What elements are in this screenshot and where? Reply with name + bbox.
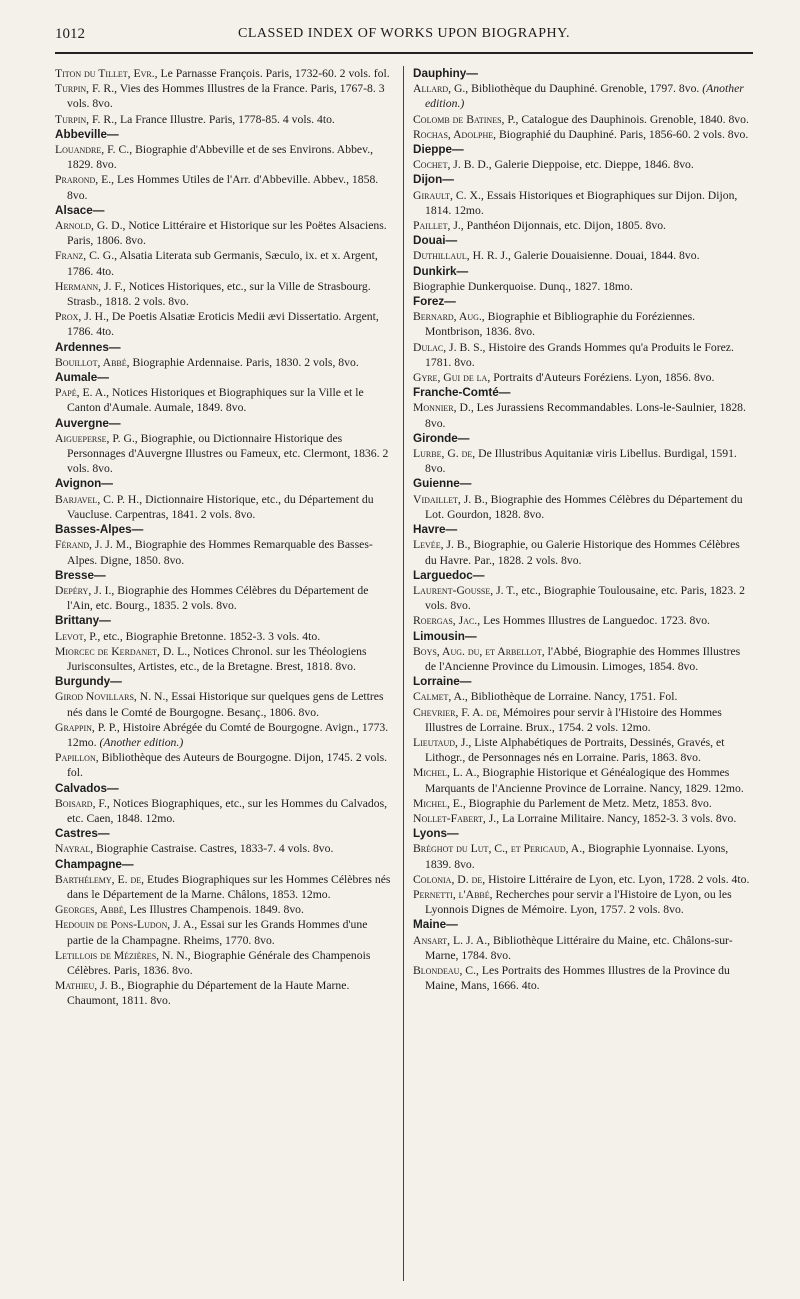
entry-title: Bibliothèque de Lorraine. Nancy, 1751. Fol.	[467, 690, 678, 704]
index-entry	[55, 948, 392, 978]
index-entry	[413, 765, 750, 795]
column-divider	[403, 66, 404, 1281]
entry-title: etc., Biographie Toulousaine, etc. Paris, 1823. 2 vols. 8vo.	[425, 583, 745, 613]
author-name: Duthillaul, H. R. J.,	[413, 249, 511, 263]
author-name: Turpin, F. R.,	[55, 112, 118, 126]
author-name: Miorcec de Kerdanet, D. L.,	[55, 644, 191, 658]
index-entry	[413, 112, 750, 127]
right-column	[413, 66, 750, 1281]
entry-title: Bibliothèque du Dauphiné. Grenoble, 1797. 8vo.	[468, 82, 700, 96]
entry-title: De Poetis Alsatiæ Eroticis Medii ævi Dissertatio. Argent, 1786. 4to.	[67, 310, 379, 339]
entry-title: etc., Biographie Bretonne. 1852-3. 3 vols. 4to.	[100, 629, 321, 643]
region-heading-franche-comt: Franche-Comté—	[413, 386, 511, 400]
index-entry	[413, 492, 750, 522]
author-name: Georges, Abbé,	[55, 903, 127, 917]
entry-title: Les Portraits des Hommes Illustres de la Province du Maine, Mans, 1666. 4to.	[425, 963, 730, 993]
index-entry	[55, 978, 392, 1008]
index-entry	[55, 431, 392, 477]
index-entry	[413, 689, 750, 704]
author-name: Hedouin de Pons-Ludon, J. A.,	[55, 918, 198, 932]
region-heading-limousin: Limousin—	[413, 629, 477, 643]
entry-title: Biographie Historique et Généalogique des Hommes Marquants de l'Ancienne Province de Lorraine. Nancy, 1829. 12mo.	[425, 766, 744, 795]
entry-title: Biographie Ardennaise. Paris, 1830. 2 vols, 8vo.	[129, 355, 359, 369]
entry-title: Histoire Abrégée du Comté de Bourgogne. Avign., 1773. 12mo.	[67, 720, 389, 749]
index-entry	[413, 644, 750, 674]
author-name: Arnold, G. D.,	[55, 219, 126, 233]
entry-title: Biographie Lyonnaise. Lyons, 1839. 8vo.	[425, 842, 729, 871]
region-heading-avignon: Avignon—	[55, 477, 113, 491]
entry-title: Liste Alphabétiques de Portraits, Dessinés, Gravés, et Lithogr., de Personnages nés en Lorraine. Paris, 1863. 8vo.	[425, 735, 725, 765]
author-name: Lieutaud, J.,	[413, 735, 472, 749]
author-name: Girod Novillars, N. N.,	[55, 690, 169, 704]
author-name: Paillet, J.,	[413, 219, 464, 233]
region-heading-bresse: Bresse—	[55, 568, 106, 582]
author-name: Chevrier, F. A. de,	[413, 705, 500, 719]
index-entry	[413, 218, 750, 233]
entry-title: La Lorraine Militaire. Nancy, 1852-3. 3 vols. 8vo.	[499, 811, 737, 825]
author-name: Bernard, Aug.,	[413, 310, 485, 324]
index-entry	[413, 887, 750, 917]
author-name: Bréghot du Lut, C., et Pericaud, A.,	[413, 842, 586, 856]
region-heading-dunkirk: Dunkirk—	[413, 264, 469, 278]
region-heading-maine: Maine—	[413, 918, 458, 932]
region-heading-forez: Forez—	[413, 295, 456, 309]
index-entry	[55, 218, 392, 248]
author-name: Franz, C. G.,	[55, 249, 118, 263]
author-name: Cochet, J. B. D.,	[413, 158, 492, 172]
entry-title: l'Abbé, Biographie des Hommes Illustres de l'Ancienne Province du Limousin. Limoges, 1854. 8vo.	[425, 644, 741, 673]
entry-title: Les Jurassiens Recommandables. Lons-le-Saulnier, 1828. 8vo.	[425, 401, 746, 430]
entry-title: De Illustribus Aquitaniæ viris Libellus. Burdigal, 1591. 8vo.	[425, 447, 737, 476]
region-heading-basses-alpes: Basses-Alpes—	[55, 523, 144, 537]
page-number: 1012	[55, 26, 85, 42]
author-name: Girault, C. X.,	[413, 188, 484, 202]
entry-title: Biographie du Parlement de Metz. Metz, 1853. 8vo.	[465, 796, 712, 810]
index-entry	[55, 872, 392, 902]
entry-title: Bibliothèque Littéraire du Maine, etc. Châlons-sur-Marne, 1784. 8vo.	[425, 933, 733, 962]
author-name: Bouillot, Abbé,	[55, 355, 130, 369]
index-entry	[413, 340, 750, 370]
index-entry	[413, 796, 750, 811]
entry-title: Biographie du Département de la Haute Marne. Chaumont, 1811. 8vo.	[67, 979, 350, 1008]
author-name: Louandre, F. C.,	[55, 143, 133, 157]
region-heading-guienne: Guienne—	[413, 477, 472, 491]
index-entry	[55, 385, 392, 415]
region-heading-burgundy: Burgundy—	[55, 675, 122, 689]
entry-title: Biographie des Hommes Célèbres du Département de l'Ain, etc. Bourg., 1835. 2 vols. 8vo.	[67, 583, 369, 613]
author-name: Lurbe, G. de,	[413, 447, 476, 461]
region-heading-champagne: Champagne—	[55, 857, 134, 871]
region-heading-lorraine: Lorraine—	[413, 675, 472, 689]
index-entry	[55, 796, 392, 826]
entry-title: Notice Littéraire et Historique sur les Poëtes Alsaciens. Paris, 1806. 8vo.	[67, 219, 387, 248]
region-heading-dijon: Dijon—	[413, 173, 454, 187]
index-entry	[413, 446, 750, 476]
entry-title: Notices Historiques et Biographiques sur la Ville et le Canton d'Aumale. Aumale, 1849. 8vo.	[67, 386, 364, 415]
index-columns	[55, 66, 755, 1281]
entry-title: Essai sur les Grands Hommes d'une partie de la Champagne. Rheims, 1770. 8vo.	[67, 918, 368, 947]
index-entry	[413, 81, 750, 111]
region-heading-abbeville: Abbeville—	[55, 127, 119, 141]
author-name: Levée, J. B.,	[413, 538, 471, 552]
index-entry	[413, 157, 750, 172]
entry-title: Biographie Dunkerquoise. Dunq., 1827. 18mo.	[413, 279, 633, 293]
author-name: Boys, Aug. du, et Arbellot,	[413, 644, 545, 658]
entry-title: Les Hommes Utiles de l'Arr. d'Abbeville. Abbev., 1858. 8vo.	[67, 173, 379, 202]
entry-title: Biographie, ou Galerie Historique des Hommes Célèbres du Havre. Par., 1828. 2 vols. 8vo.	[425, 538, 740, 567]
author-name: Allard, G.,	[413, 82, 469, 96]
entry-title: Notices Biographiques, etc., sur les Hommes du Calvados, etc. Caen, 1848. 12mo.	[67, 796, 388, 825]
author-name: Barjavel, C. P. H.,	[55, 492, 143, 506]
entry-title: Histoire des Grands Hommes qu'a Produits le Forez. 1781. 8vo.	[425, 340, 734, 369]
left-column	[55, 66, 392, 1281]
index-entry	[55, 902, 392, 917]
region-heading-havre: Havre—	[413, 523, 458, 537]
author-name: Hermann, J. F.,	[55, 279, 126, 293]
page-header	[55, 26, 753, 56]
index-entry	[413, 537, 750, 567]
author-name: Blondeau, C.,	[413, 963, 479, 977]
index-entry	[413, 583, 750, 613]
entry-title: Notices Historiques, etc., sur la Ville de Strasbourg. Strasb., 1818. 2 vols. 8vo.	[67, 279, 371, 309]
author-name: Laurent-Gousse, J. T.,	[413, 583, 519, 597]
index-entry	[55, 492, 392, 522]
entry-title: Alsatia Literata sub Germanis, Sæculo, ix. et x. Argent, 1786. 4to.	[67, 249, 378, 278]
region-heading-larguedoc: Larguedoc—	[413, 568, 485, 582]
edition-note: (Another edition.)	[425, 82, 744, 111]
author-name: Rochas, Adolphe,	[413, 127, 497, 141]
index-entry	[55, 689, 392, 719]
entry-title: Biographie, ou Dictionnaire Historique des Personnages d'Auvergne Illustres ou Fameux, etc. Clermont, 1836. 2 vols. 8vo.	[67, 431, 389, 476]
region-heading-douai: Douai—	[413, 234, 458, 248]
entry-title: Biographie des Hommes Célèbres du Département du Lot. Gourdon, 1828. 8vo.	[425, 492, 743, 521]
author-name: Dulac, J. B. S.,	[413, 340, 486, 354]
region-heading-dieppe: Dieppe—	[413, 143, 464, 157]
edition-note: (Another edition.)	[99, 735, 184, 749]
index-entry	[55, 537, 392, 567]
entry-title: Portraits d'Auteurs Foréziens. Lyon, 1856. 8vo.	[490, 371, 715, 385]
region-heading-castres: Castres—	[55, 827, 110, 841]
author-name: Colomb de Batines, P.,	[413, 112, 519, 126]
entry-title: Etudes Biographiques sur les Hommes Célèbres nés dans le Département de la Marne. Châlons, 1853. 12mo.	[67, 872, 391, 901]
index-entry	[55, 81, 392, 111]
index-entry	[413, 705, 750, 735]
index-entry	[55, 750, 392, 780]
entry-title: La France Illustre. Paris, 1778-85. 4 vols. 4to.	[117, 112, 335, 126]
entry-title: Biographie et Bibliographie du Foréziennes. Montbrison, 1836. 8vo.	[425, 310, 696, 339]
index-entry	[413, 188, 750, 218]
author-name: Papé, E. A.,	[55, 386, 110, 400]
index-entry	[55, 629, 392, 644]
author-name: Nollet-Fabert, J.,	[413, 811, 500, 825]
running-title: CLASSED INDEX OF WORKS UPON BIOGRAPHY.	[238, 26, 570, 41]
author-name: Ansart, L. J. A.,	[413, 933, 491, 947]
author-name: Michel, E.,	[413, 796, 466, 810]
index-entry	[55, 279, 392, 309]
author-name: Grappin, P. P.,	[55, 720, 120, 734]
author-name: Nayral,	[55, 842, 94, 856]
index-entry	[413, 370, 750, 385]
author-name: Papillon,	[55, 751, 99, 765]
index-entry	[413, 127, 750, 142]
index-entry	[55, 720, 392, 750]
entry-title: Biographie Générale des Champenois Célèbres. Paris, 1836. 8vo.	[67, 948, 371, 977]
index-entry	[55, 583, 392, 613]
index-entry	[413, 735, 750, 765]
entry-title: Biographié du Dauphiné. Paris, 1856-60. 2 vols. 8vo.	[496, 127, 749, 141]
index-entry	[413, 841, 750, 871]
index-entry	[55, 112, 392, 127]
author-name: Letillois de Mézières, N. N.,	[55, 948, 191, 962]
entry-title: Histoire Littéraire de Lyon, etc. Lyon, 1728. 2 vols. 4to.	[485, 872, 750, 886]
entry-title: Dictionnaire Historique, etc., du Département du Vaucluse. Carpentras, 1841. 2 vols. 8vo.	[67, 492, 374, 521]
index-entry	[55, 355, 392, 370]
author-name: Depéry, J. I.,	[55, 583, 115, 597]
index-entry	[413, 963, 750, 993]
author-name: Titon du Tillet, Evr.,	[55, 67, 158, 80]
author-name: Barthélemy, E. de,	[55, 872, 145, 886]
index-entry	[413, 613, 750, 628]
author-name: Monnier, D.,	[413, 401, 474, 415]
author-name: Roergas, Jac.,	[413, 614, 481, 628]
entry-title: Mémoires pour servir à l'Histoire des Hommes Illustres de Lorraine. Brux., 1754. 2 vols. 12mo.	[425, 705, 722, 734]
index-entry	[55, 66, 392, 81]
region-heading-ardennes: Ardennes—	[55, 340, 121, 354]
entry-title: Bibliothèque des Auteurs de Bourgogne. Dijon, 1745. 2 vols. fol.	[67, 751, 388, 780]
entry-title: Les Illustres Champenois. 1849. 8vo.	[126, 903, 304, 917]
entry-title: Recherches pour servir a l'Histoire de Lyon, ou les Lyonnois Dignes de Mémoire. Lyon, 1757. 2 vols. 8vo.	[425, 887, 732, 917]
entry-title: Essai Historique sur quelques gens de Lettres nés dans le Comté de Bourgogne. Besanç., 1806. 8vo.	[67, 690, 384, 719]
region-heading-alsace: Alsace—	[55, 203, 105, 217]
author-name: Aigueperse, P. G.,	[55, 431, 138, 445]
author-name: Férand, J. J. M.,	[55, 538, 132, 552]
entry-title: Vies des Hommes Illustres de la France. Paris, 1767-8. 3 vols. 8vo.	[67, 82, 385, 111]
index-entry	[55, 248, 392, 278]
index-entry	[55, 644, 392, 674]
entry-title: Le Parnasse François. Paris, 1732-60. 2 vols. fol.	[157, 67, 390, 80]
author-name: Prox, J. H.,	[55, 310, 109, 324]
index-entry	[413, 872, 750, 887]
entry-title: Biographie d'Abbeville et de ses Environs. Abbev., 1829. 8vo.	[67, 143, 374, 172]
author-name: Mathieu, J. B.,	[55, 979, 125, 993]
region-heading-calvados: Calvados—	[55, 781, 119, 795]
region-heading-brittany: Brittany—	[55, 614, 111, 628]
author-name: Gyre, Gui de la,	[413, 371, 491, 385]
author-name: Vidaillet, J. B.,	[413, 492, 488, 506]
entry-title: Essais Historiques et Biographiques sur Dijon. Dijon, 1814. 12mo.	[425, 188, 738, 217]
index-entry	[55, 841, 392, 856]
entry-title: Galerie Douaisienne. Douai, 1844. 8vo.	[510, 249, 700, 263]
author-name: Calmet, A.,	[413, 690, 468, 704]
header-rule	[55, 52, 753, 54]
author-name: Boisard, F.,	[55, 796, 110, 810]
index-entry	[413, 400, 750, 430]
region-heading-dauphiny: Dauphiny—	[413, 67, 478, 80]
author-name: Prarond, E.,	[55, 173, 115, 187]
entry-title: Galerie Dieppoise, etc. Dieppe, 1846. 8vo.	[491, 158, 694, 172]
author-name: Levot, P.,	[55, 629, 101, 643]
region-heading-auvergne: Auvergne—	[55, 416, 121, 430]
entry-title: Panthéon Dijonnais, etc. Dijon, 1805. 8vo.	[463, 219, 666, 233]
index-entry	[55, 309, 392, 339]
region-heading-lyons: Lyons—	[413, 827, 459, 841]
author-name: Turpin, F. R.,	[55, 82, 118, 96]
entry-title: Catalogue des Dauphinois. Grenoble, 1840. 8vo.	[518, 112, 749, 126]
region-heading-aumale: Aumale—	[55, 371, 109, 385]
author-name: Pernetti, l'Abbé,	[413, 887, 493, 901]
author-name: Michel, L. A.,	[413, 766, 480, 780]
entry-title: Les Hommes Illustres de Languedoc. 1723. 8vo.	[480, 614, 710, 628]
index-entry	[413, 279, 750, 294]
index-entry	[413, 248, 750, 263]
index-entry	[413, 933, 750, 963]
entry-title: Biographie Castraise. Castres, 1833-7. 4 vols. 8vo.	[93, 842, 334, 856]
entry-title: Notices Chronol. sur les Théologiens Jurisconsultes, Artistes, etc., de la Bretagne. Brest, 1818. 8vo.	[67, 644, 367, 673]
index-entry	[55, 917, 392, 947]
index-entry	[413, 811, 750, 826]
index-entry	[413, 309, 750, 339]
index-entry	[55, 172, 392, 202]
region-heading-gironde: Gironde—	[413, 431, 470, 445]
author-name: Colonia, D. de,	[413, 872, 486, 886]
index-entry	[55, 142, 392, 172]
entry-title: Biographie des Hommes Remarquable des Basses-Alpes. Digne, 1850. 8vo.	[67, 538, 373, 567]
